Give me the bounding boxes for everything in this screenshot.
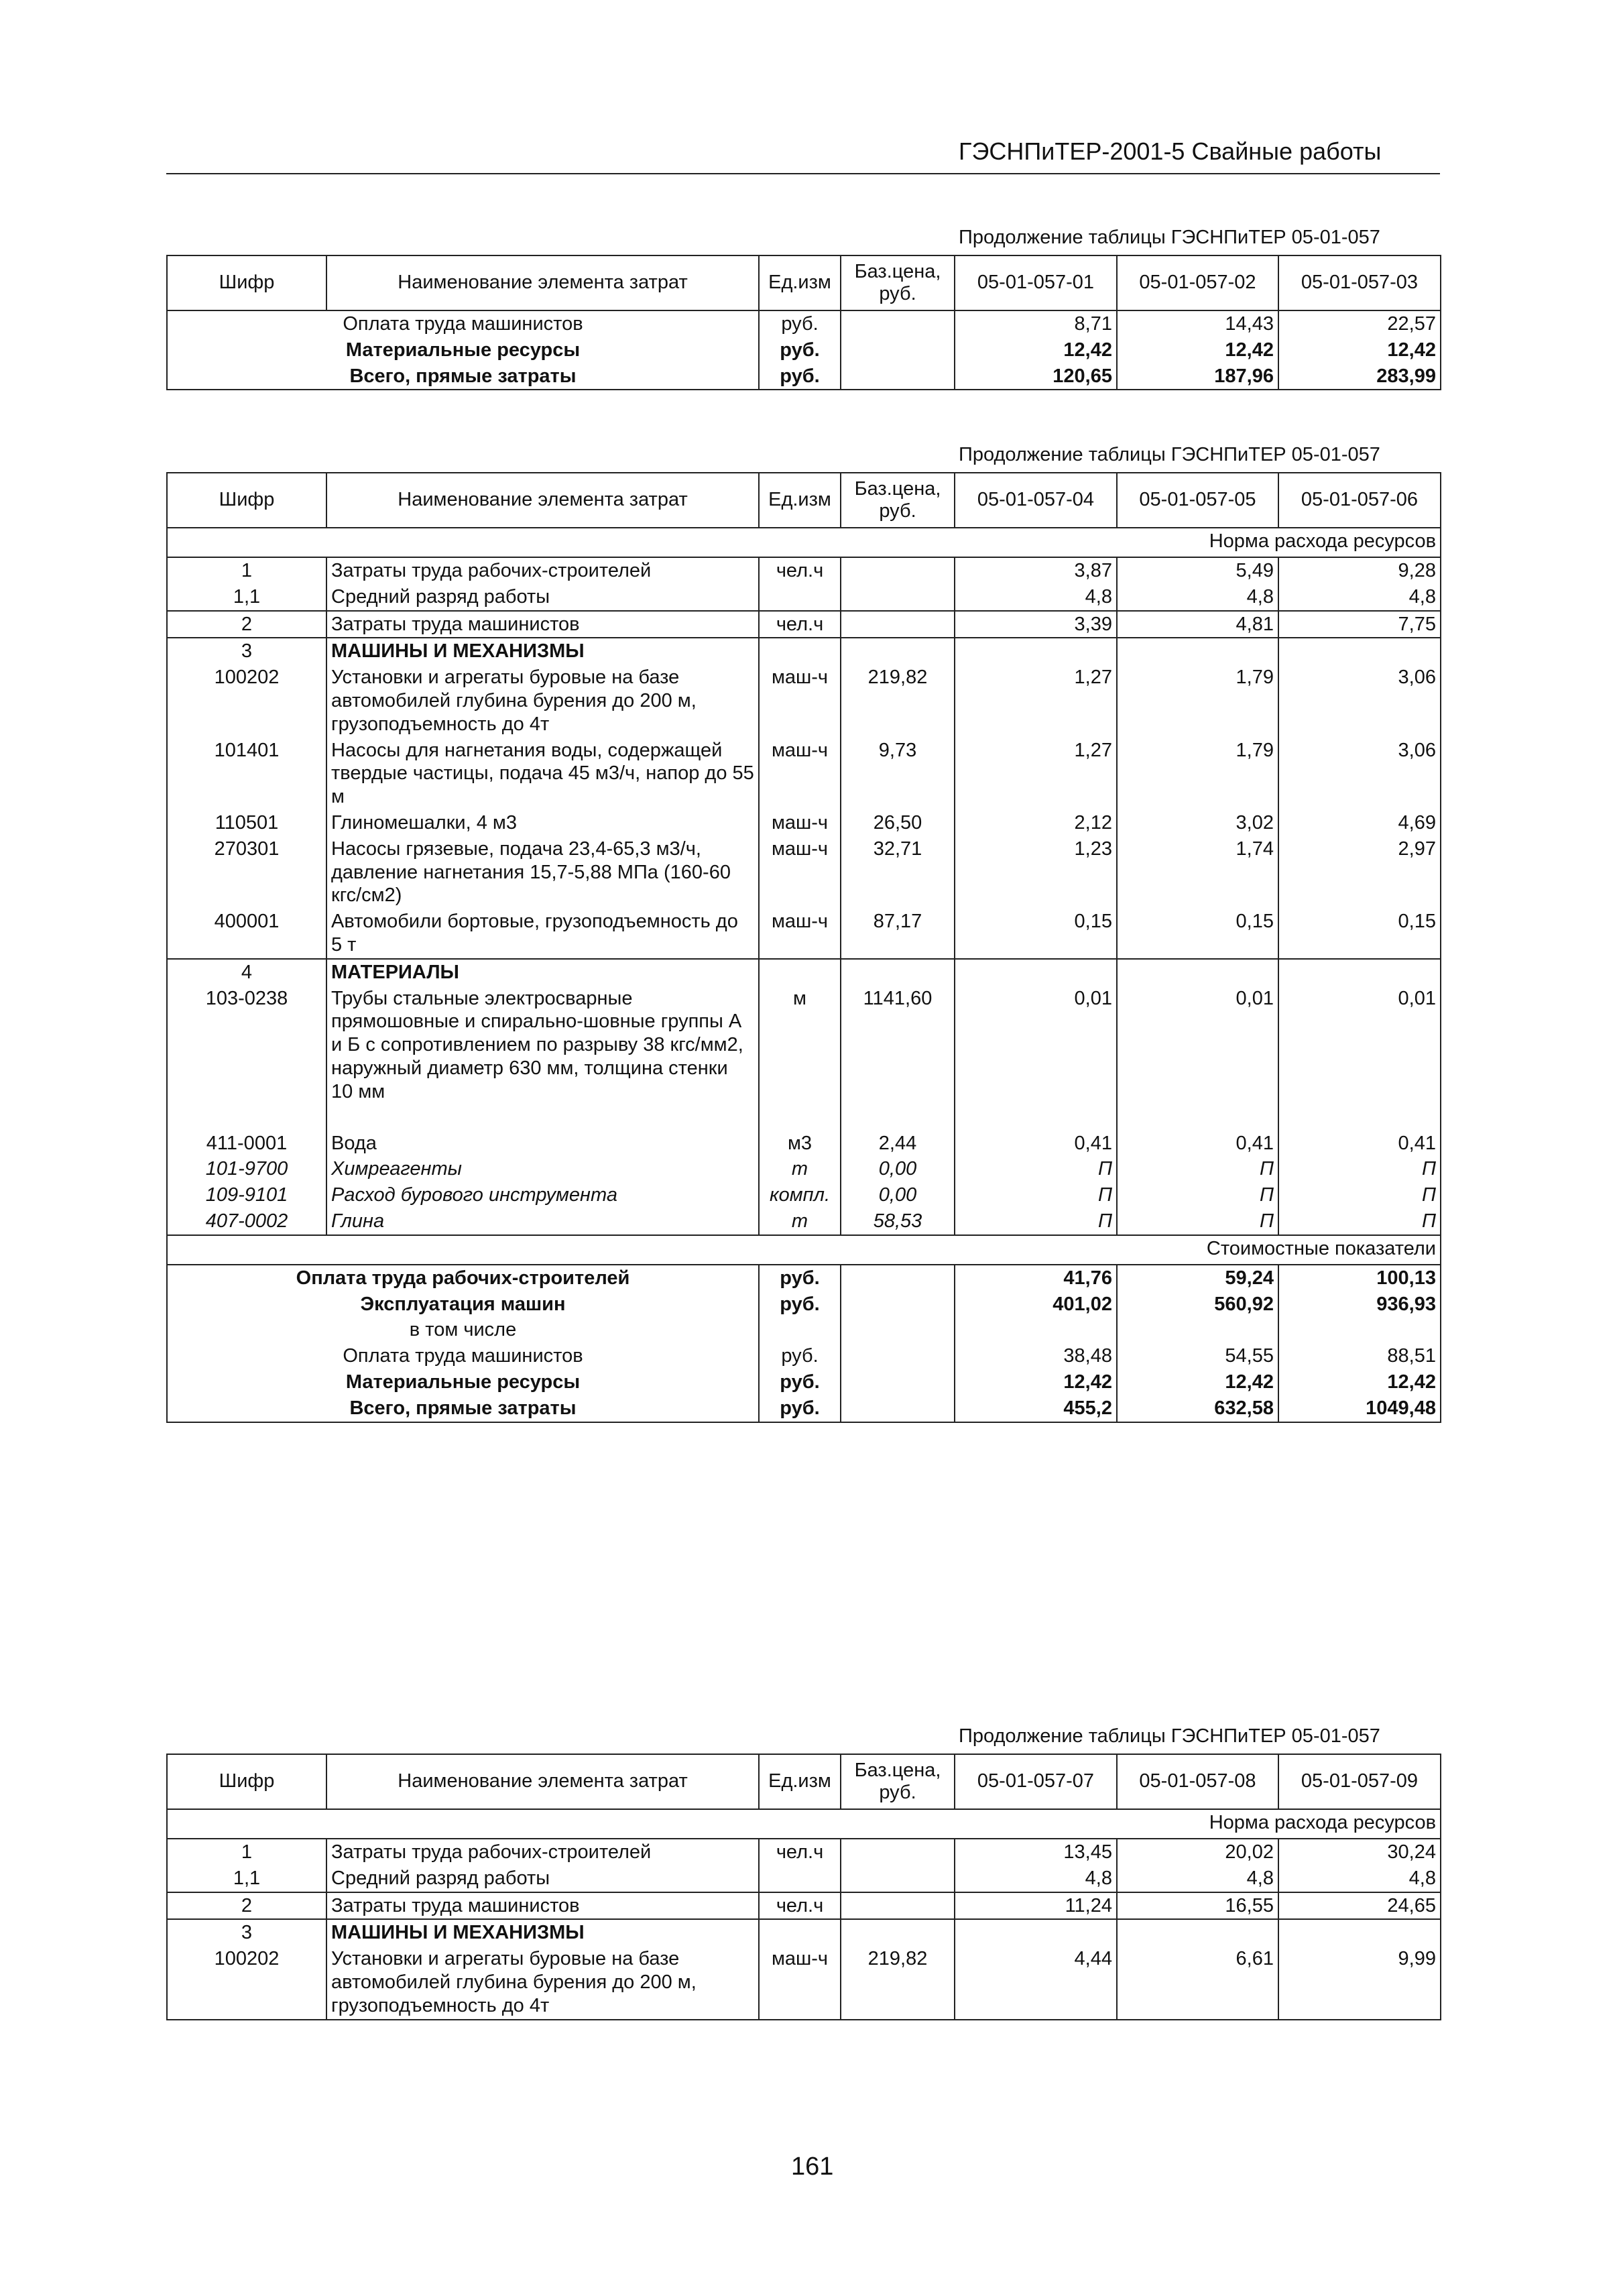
price-cell: 58,53 (841, 1208, 955, 1235)
cost-section-row (167, 1235, 1441, 1265)
col-code-header: Шифр (167, 473, 326, 528)
value-cell: 4,69 (1278, 810, 1441, 836)
col-code-header: Шифр (167, 1754, 326, 1809)
value-cell: 88,51 (1278, 1343, 1441, 1369)
value-cell (1278, 959, 1441, 986)
value-cell: 22,57 (1278, 310, 1441, 337)
table-row (167, 665, 1441, 737)
code-cell: 1 (167, 1839, 326, 1866)
value-cell: 4,8 (1117, 584, 1278, 611)
name-cell: Установки и агрегаты буровые на базе автомобилей глубина бурения до 200 м, грузоподъемность до 4т (326, 665, 759, 737)
value-cell: 12,42 (955, 1369, 1117, 1395)
code-cell: 103-0238 (167, 986, 326, 1131)
price-cell: 2,44 (841, 1131, 955, 1157)
value-cell: 4,8 (955, 1866, 1117, 1892)
value-cell: 0,15 (1278, 909, 1441, 959)
table3-caption: Продолжение таблицы ГЭСНПиТЕР 05-01-057 (959, 1725, 1380, 1747)
price-cell (841, 1343, 955, 1369)
code-cell: 1 (167, 557, 326, 584)
table-row (167, 959, 1441, 986)
value-cell (1278, 1317, 1441, 1343)
norm-section-label: Норма расхода ресурсов (167, 528, 1441, 557)
value-cell: 560,92 (1117, 1292, 1278, 1318)
value-cell: 1,27 (955, 665, 1117, 737)
code-cell: 2 (167, 611, 326, 638)
value-cell: 0,01 (955, 986, 1117, 1131)
name-cell: Средний разряд работы (326, 584, 759, 611)
value-cell: П (1117, 1208, 1278, 1235)
value-cell: 0,41 (955, 1131, 1117, 1157)
value-cell: 1049,48 (1278, 1395, 1441, 1422)
code-cell: 100202 (167, 665, 326, 737)
cost-label: Оплата труда машинистов (167, 310, 759, 337)
value-cell: 0,15 (1117, 909, 1278, 959)
col-unit-header: Ед.изм (759, 473, 841, 528)
value-cell: 9,28 (1278, 557, 1441, 584)
value-cell: 1,23 (955, 836, 1117, 909)
value-cell: П (955, 1208, 1117, 1235)
table-row (167, 584, 1441, 611)
name-cell: Трубы стальные электросварные прямошовные и спирально-шовные группы А и Б с сопротивлением по разрыву 38 кгс/мм2, наружный диаметр 630 мм, толщина стенки 10 мм (326, 986, 759, 1131)
value-cell: 11,24 (955, 1892, 1117, 1920)
table1-header-row (167, 255, 1441, 310)
name-cell: Глиномешалки, 4 м3 (326, 810, 759, 836)
unit-cell: м3 (759, 1131, 841, 1157)
price-cell (841, 1317, 955, 1343)
code-cell: 3 (167, 1919, 326, 1946)
value-cell: П (1117, 1182, 1278, 1208)
price-cell: 32,71 (841, 836, 955, 909)
unit-cell: руб. (759, 1292, 841, 1318)
name-cell: Расход бурового инструмента (326, 1182, 759, 1208)
cost-section-label: Стоимостные показатели (167, 1235, 1441, 1265)
price-cell (841, 1892, 955, 1920)
code-cell: 110501 (167, 810, 326, 836)
name-cell: Насосы грязевые, подача 23,4-65,3 м3/ч, давление нагнетания 15,7-5,88 МПа (160-60 кгс/см2) (326, 836, 759, 909)
unit-cell: руб. (759, 1369, 841, 1395)
section-heading: МАШИНЫ И МЕХАНИЗМЫ (326, 1919, 759, 1946)
value-cell: П (1278, 1208, 1441, 1235)
price-cell: 219,82 (841, 665, 955, 737)
value-cell: 3,02 (1117, 810, 1278, 836)
value-cell: 1,74 (1117, 836, 1278, 909)
table-row (167, 611, 1441, 638)
table-row (167, 1369, 1441, 1395)
table-row (167, 638, 1441, 665)
price-cell: 0,00 (841, 1182, 955, 1208)
table-row (167, 363, 1441, 390)
table2 (166, 472, 1441, 1423)
col-norm-header: 05-01-057-03 (1278, 255, 1441, 310)
value-cell: 187,96 (1117, 363, 1278, 390)
price-cell (841, 337, 955, 363)
table2-header-row (167, 473, 1441, 528)
unit-cell: чел.ч (759, 1839, 841, 1866)
unit-cell: маш-ч (759, 1946, 841, 2019)
value-cell: 0,41 (1117, 1131, 1278, 1157)
norm-section-row (167, 528, 1441, 557)
value-cell: 4,8 (1278, 1866, 1441, 1892)
price-cell (841, 310, 955, 337)
value-cell (1117, 638, 1278, 665)
value-cell: 6,61 (1117, 1946, 1278, 2019)
price-cell: 0,00 (841, 1156, 955, 1182)
code-cell: 1,1 (167, 1866, 326, 1892)
value-cell: П (955, 1156, 1117, 1182)
price-cell: 87,17 (841, 909, 955, 959)
cost-label: Оплата труда рабочих-строителей (167, 1265, 759, 1292)
code-cell: 3 (167, 638, 326, 665)
running-header: ГЭСНПиТЕР-2001-5 Свайные работы (959, 137, 1382, 165)
price-cell: 26,50 (841, 810, 955, 836)
name-cell: Вода (326, 1131, 759, 1157)
value-cell: 14,43 (1117, 310, 1278, 337)
table-row (167, 986, 1441, 1131)
cost-label: Материальные ресурсы (167, 1369, 759, 1395)
unit-cell: м (759, 986, 841, 1131)
unit-cell (759, 1919, 841, 1946)
value-cell (955, 959, 1117, 986)
unit-cell: т (759, 1208, 841, 1235)
value-cell: П (1117, 1156, 1278, 1182)
value-cell: 12,42 (1117, 337, 1278, 363)
unit-cell: маш-ч (759, 665, 841, 737)
price-cell (841, 638, 955, 665)
value-cell: 2,97 (1278, 836, 1441, 909)
value-cell: 0,01 (1117, 986, 1278, 1131)
unit-cell: т (759, 1156, 841, 1182)
cost-label: Всего, прямые затраты (167, 1395, 759, 1422)
value-cell: 7,75 (1278, 611, 1441, 638)
code-cell: 2 (167, 1892, 326, 1920)
value-cell: 3,39 (955, 611, 1117, 638)
value-cell: 100,13 (1278, 1265, 1441, 1292)
unit-cell (759, 959, 841, 986)
unit-cell: руб. (759, 310, 841, 337)
value-cell: 54,55 (1117, 1343, 1278, 1369)
value-cell (1278, 1919, 1441, 1946)
table-row (167, 1131, 1441, 1157)
table1-caption: Продолжение таблицы ГЭСНПиТЕР 05-01-057 (959, 227, 1380, 248)
price-cell: 9,73 (841, 738, 955, 810)
value-cell: 20,02 (1117, 1839, 1278, 1866)
value-cell: 0,41 (1278, 1131, 1441, 1157)
unit-cell (759, 638, 841, 665)
table-row (167, 1265, 1441, 1292)
value-cell (1278, 638, 1441, 665)
unit-cell: маш-ч (759, 738, 841, 810)
price-cell (841, 1265, 955, 1292)
name-cell: Автомобили бортовые, грузоподъемность до 5 т (326, 909, 759, 959)
table-row (167, 310, 1441, 337)
value-cell: 9,99 (1278, 1946, 1441, 2019)
unit-cell: чел.ч (759, 611, 841, 638)
table-row (167, 1182, 1441, 1208)
price-cell: 219,82 (841, 1946, 955, 2019)
col-norm-header: 05-01-057-07 (955, 1754, 1117, 1809)
col-price-header: Баз.цена, руб. (841, 1754, 955, 1809)
price-cell (841, 959, 955, 986)
value-cell: 455,2 (955, 1395, 1117, 1422)
value-cell: 1,79 (1117, 665, 1278, 737)
unit-cell: маш-ч (759, 810, 841, 836)
value-cell: 8,71 (955, 310, 1117, 337)
table-row (167, 1317, 1441, 1343)
value-cell: П (955, 1182, 1117, 1208)
table-row (167, 1919, 1441, 1946)
code-cell: 101401 (167, 738, 326, 810)
value-cell (1117, 959, 1278, 986)
value-cell: 12,42 (1278, 1369, 1441, 1395)
table-row (167, 1156, 1441, 1182)
price-cell (841, 557, 955, 584)
table-row (167, 1395, 1441, 1422)
value-cell (1117, 1919, 1278, 1946)
price-cell (841, 1919, 955, 1946)
section-heading: МАШИНЫ И МЕХАНИЗМЫ (326, 638, 759, 665)
name-cell: Затраты труда машинистов (326, 611, 759, 638)
col-norm-header: 05-01-057-04 (955, 473, 1117, 528)
name-cell: Затраты труда рабочих-строителей (326, 1839, 759, 1866)
price-cell (841, 1292, 955, 1318)
col-unit-header: Ед.изм (759, 1754, 841, 1809)
value-cell: 3,06 (1278, 738, 1441, 810)
unit-cell: маш-ч (759, 836, 841, 909)
price-cell (841, 611, 955, 638)
section-heading: МАТЕРИАЛЫ (326, 959, 759, 986)
value-cell: 16,55 (1117, 1892, 1278, 1920)
code-cell: 101-9700 (167, 1156, 326, 1182)
table-row (167, 1208, 1441, 1235)
table-row (167, 1292, 1441, 1318)
value-cell (955, 638, 1117, 665)
value-cell: 4,44 (955, 1946, 1117, 2019)
value-cell: 632,58 (1117, 1395, 1278, 1422)
value-cell: 13,45 (955, 1839, 1117, 1866)
code-cell: 407-0002 (167, 1208, 326, 1235)
unit-cell: чел.ч (759, 1892, 841, 1920)
table-row (167, 557, 1441, 584)
value-cell: 3,06 (1278, 665, 1441, 737)
value-cell: 401,02 (955, 1292, 1117, 1318)
col-name-header: Наименование элемента затрат (326, 1754, 759, 1809)
unit-cell (759, 1317, 841, 1343)
col-name-header: Наименование элемента затрат (326, 473, 759, 528)
value-cell: 936,93 (1278, 1292, 1441, 1318)
price-cell (841, 1369, 955, 1395)
value-cell: 12,42 (1117, 1369, 1278, 1395)
table-row (167, 1839, 1441, 1866)
unit-cell: маш-ч (759, 909, 841, 959)
price-cell: 1141,60 (841, 986, 955, 1131)
value-cell: 12,42 (955, 337, 1117, 363)
value-cell: 41,76 (955, 1265, 1117, 1292)
value-cell: 0,15 (955, 909, 1117, 959)
unit-cell (759, 584, 841, 611)
table-row (167, 1343, 1441, 1369)
col-name-header: Наименование элемента затрат (326, 255, 759, 310)
col-norm-header: 05-01-057-09 (1278, 1754, 1441, 1809)
header-rule (166, 173, 1440, 174)
code-cell: 270301 (167, 836, 326, 909)
table-row (167, 738, 1441, 810)
value-cell: 12,42 (1278, 337, 1441, 363)
code-cell: 100202 (167, 1946, 326, 2019)
table3-header-row (167, 1754, 1441, 1809)
value-cell: 38,48 (955, 1343, 1117, 1369)
value-cell: 4,81 (1117, 611, 1278, 638)
cost-label: Материальные ресурсы (167, 337, 759, 363)
name-cell: Средний разряд работы (326, 1866, 759, 1892)
price-cell (841, 363, 955, 390)
value-cell: 24,65 (1278, 1892, 1441, 1920)
value-cell: 1,79 (1117, 738, 1278, 810)
col-price-header: Баз.цена, руб. (841, 255, 955, 310)
value-cell: 30,24 (1278, 1839, 1441, 1866)
unit-cell: компл. (759, 1182, 841, 1208)
value-cell: 0,01 (1278, 986, 1441, 1131)
cost-label: Эксплуатация машин (167, 1292, 759, 1318)
col-unit-header: Ед.изм (759, 255, 841, 310)
unit-cell: руб. (759, 1395, 841, 1422)
value-cell: 283,99 (1278, 363, 1441, 390)
name-cell: Насосы для нагнетания воды, содержащей твердые частицы, подача 45 м3/ч, напор до 55 м (326, 738, 759, 810)
name-cell: Затраты труда машинистов (326, 1892, 759, 1920)
value-cell (955, 1919, 1117, 1946)
col-norm-header: 05-01-057-02 (1117, 255, 1278, 310)
code-cell: 411-0001 (167, 1131, 326, 1157)
col-norm-header: 05-01-057-06 (1278, 473, 1441, 528)
value-cell: 4,8 (1117, 1866, 1278, 1892)
name-cell: Установки и агрегаты буровые на базе автомобилей глубина бурения до 200 м, грузоподъемность до 4т (326, 1946, 759, 2019)
value-cell: 4,8 (955, 584, 1117, 611)
unit-cell: руб. (759, 1343, 841, 1369)
unit-cell: руб. (759, 363, 841, 390)
col-norm-header: 05-01-057-05 (1117, 473, 1278, 528)
value-cell: П (1278, 1156, 1441, 1182)
page-number: 161 (791, 2152, 834, 2181)
value-cell: 2,12 (955, 810, 1117, 836)
name-cell: Глина (326, 1208, 759, 1235)
norm-section-label: Норма расхода ресурсов (167, 1809, 1441, 1839)
value-cell: 4,8 (1278, 584, 1441, 611)
col-norm-header: 05-01-057-01 (955, 255, 1117, 310)
table-row (167, 1946, 1441, 2019)
col-code-header: Шифр (167, 255, 326, 310)
unit-cell: руб. (759, 337, 841, 363)
unit-cell: руб. (759, 1265, 841, 1292)
name-cell: Химреагенты (326, 1156, 759, 1182)
cost-label: Оплата труда машинистов (167, 1343, 759, 1369)
table-row (167, 1892, 1441, 1920)
table-row (167, 337, 1441, 363)
col-price-header: Баз.цена, руб. (841, 473, 955, 528)
cost-label: Всего, прямые затраты (167, 363, 759, 390)
unit-cell (759, 1866, 841, 1892)
price-cell (841, 1839, 955, 1866)
price-cell (841, 1395, 955, 1422)
table1 (166, 255, 1441, 390)
value-cell (955, 1317, 1117, 1343)
value-cell: 1,27 (955, 738, 1117, 810)
cost-label: в том числе (167, 1317, 759, 1343)
value-cell: 59,24 (1117, 1265, 1278, 1292)
name-cell: Затраты труда рабочих-строителей (326, 557, 759, 584)
price-cell (841, 584, 955, 611)
price-cell (841, 1866, 955, 1892)
unit-cell: чел.ч (759, 557, 841, 584)
table-row (167, 810, 1441, 836)
value-cell: 5,49 (1117, 557, 1278, 584)
value-cell (1117, 1317, 1278, 1343)
value-cell: 120,65 (955, 363, 1117, 390)
code-cell: 1,1 (167, 584, 326, 611)
col-norm-header: 05-01-057-08 (1117, 1754, 1278, 1809)
table-row (167, 836, 1441, 909)
table-row (167, 909, 1441, 959)
code-cell: 4 (167, 959, 326, 986)
table3 (166, 1754, 1441, 2020)
value-cell: П (1278, 1182, 1441, 1208)
table-row (167, 1866, 1441, 1892)
value-cell: 3,87 (955, 557, 1117, 584)
code-cell: 400001 (167, 909, 326, 959)
norm-section-row (167, 1809, 1441, 1839)
code-cell: 109-9101 (167, 1182, 326, 1208)
table2-caption: Продолжение таблицы ГЭСНПиТЕР 05-01-057 (959, 444, 1380, 465)
